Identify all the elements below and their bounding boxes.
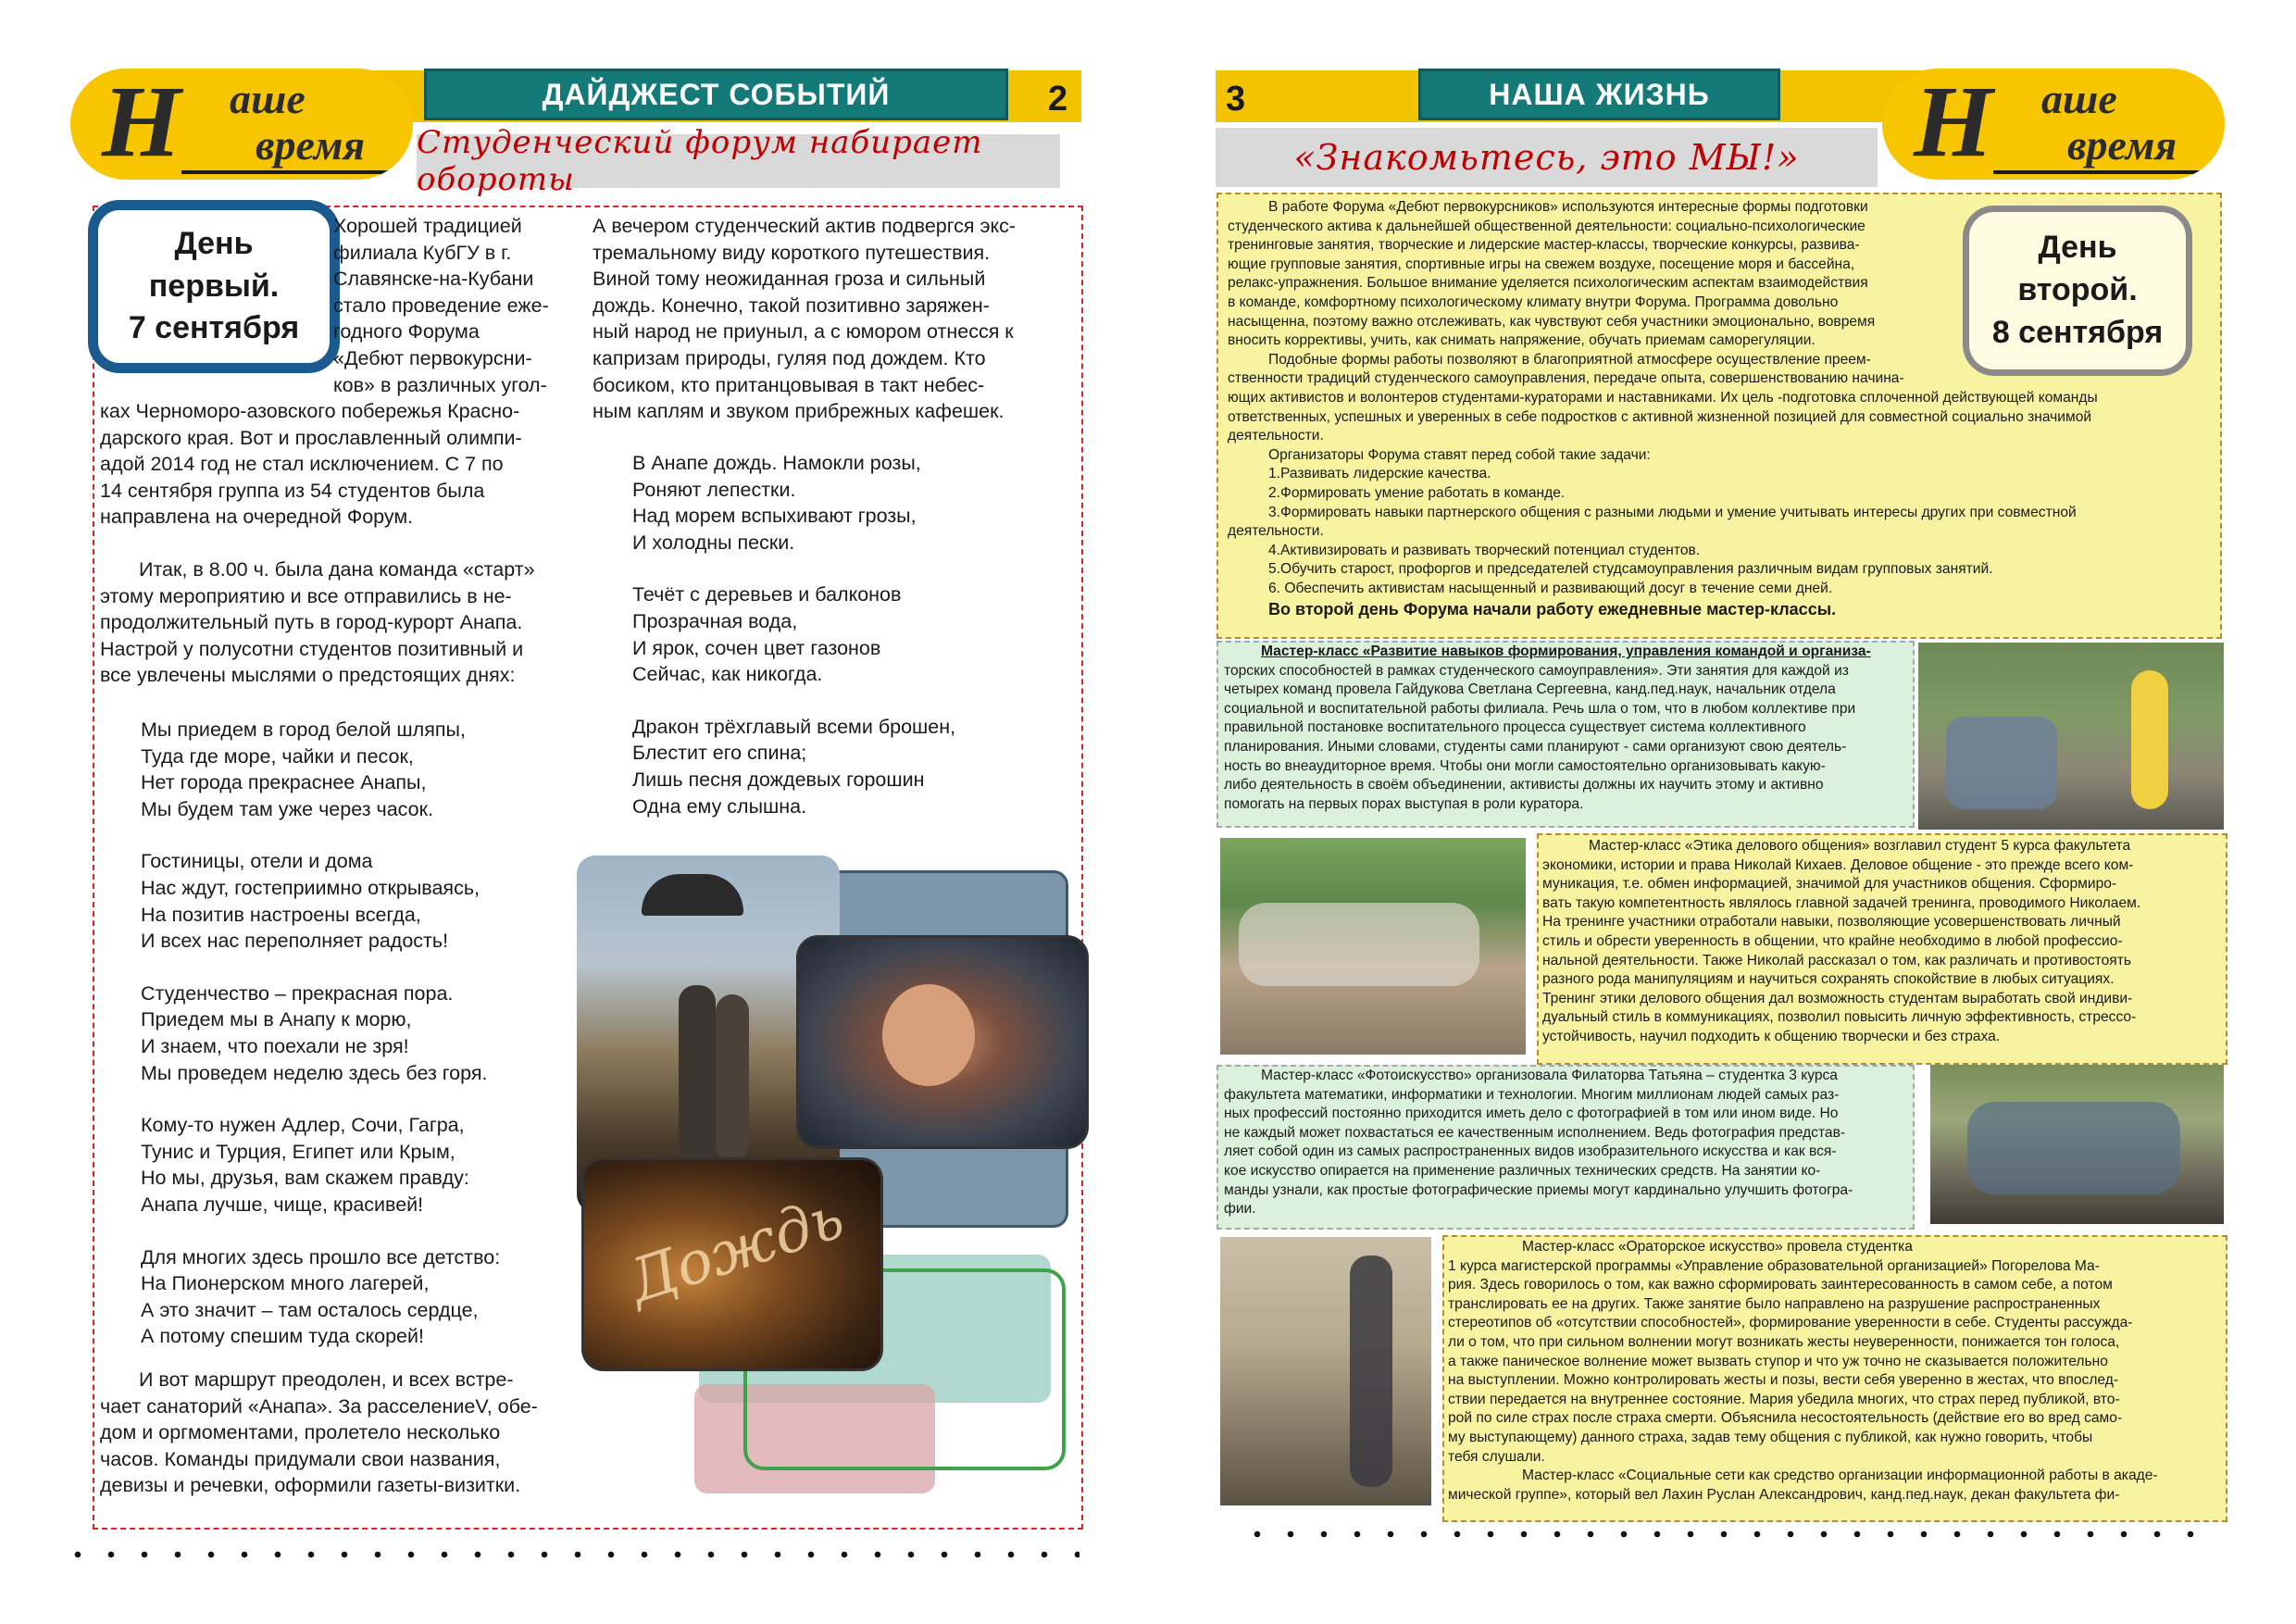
masterclass-2-text	[1542, 837, 2216, 1047]
logo-letter: Н	[102, 69, 181, 178]
text-line: Мастер-класс «Фотоискусство» организовала Филаторва Татьяна – студентка 3 курса	[1261, 1068, 1838, 1083]
text-line: И вот маршрут преодолен, и всех встре-	[139, 1368, 514, 1391]
poem-line: Гостиницы, отели и дома	[141, 850, 373, 873]
text-line: Мастер-класс «Ораторское искусство» провела студентка	[1522, 1239, 1913, 1255]
right-page	[1148, 0, 2296, 1624]
text-line: муникация, т.е. обмен информацией, значимой для участников общения. Сформиро-	[1542, 876, 2117, 893]
poem-line: Одна ему слышна.	[632, 794, 807, 818]
text-line: Хорошей традицией	[333, 215, 522, 237]
day-one-box	[88, 200, 340, 373]
text-line: либо деятельность в своём объединении, активисты должны их научить этому и активно	[1224, 777, 1824, 793]
article-column-1	[100, 398, 563, 689]
text-line: Мастер-класс «Этика делового общения» возглавил студент 5 курса факультета	[1589, 838, 2131, 854]
text-line: ляет собой один из самых распространенных видов изобразительного искусства и как вся-	[1224, 1143, 1837, 1160]
day-box-line-3: 7 сентября	[128, 310, 300, 346]
text-line: му выступающему) данного страха, задав тему общения с публикой, как нужно говорить, чтобы	[1448, 1429, 2093, 1445]
text-line: продолжительный путь в город-курорт Анапа.	[100, 611, 523, 634]
poem-line: И всех нас переполняет радость!	[141, 930, 449, 953]
text-line: дождь. Конечно, такой позитивно заряжен-	[593, 294, 990, 317]
text-line: вносить коррективы, учить, как снимать напряжение, обучать приемам саморегуляции.	[1228, 332, 1816, 349]
poem-line: Мы приедем в город белой шляпы,	[141, 718, 466, 741]
text-line: в команде, комфортному психологическому климату внутри Форума. Программа довольно	[1228, 294, 1839, 310]
masterclass-3-text	[1224, 1067, 1905, 1219]
text-line: рой по силе страх после страха смерти. Объяснила несостоятельность (действие его во вред само-	[1448, 1410, 2123, 1427]
dotted-divider-left	[61, 1550, 1079, 1559]
poem-line: И ярок, сочен цвет газонов	[632, 636, 881, 659]
text-line: Подобные формы работы позволяют в благоприятной атмосфере осуществление преем-	[1268, 351, 1871, 368]
poem-line: Нет города прекраснее Анапы,	[141, 771, 427, 794]
poem-line: Дракон трёхглавый всеми брошен,	[632, 715, 956, 738]
logo-underline	[1993, 170, 2202, 174]
text-line: босиком, кто пританцовывая в такт небес-	[593, 373, 985, 396]
page-number-right: 3	[1226, 80, 1246, 119]
text-line: социальной и воспитательной работы филиала. Речь шла о том, что в любом коллективе при	[1224, 700, 1856, 717]
text-line: годного Форума	[333, 320, 480, 344]
logo-word-top: аше	[2041, 75, 2117, 122]
text-line: стереотипов об «отсутствии способностей», формирование уверенности в себе. Студенты рассужда-	[1448, 1315, 2133, 1331]
text-line: кое искусство опирается на применение различных технических средств. На занятии ко-	[1224, 1162, 1821, 1179]
article-intro	[333, 213, 563, 398]
poem-line: А потому спешим туда скорей!	[141, 1325, 424, 1348]
text-line: направлена на очередной Форум.	[100, 506, 414, 529]
day-two-box	[1963, 206, 2192, 376]
poem-line: И знаем, что поехали не зря!	[141, 1034, 409, 1057]
logo-letter: Н	[1914, 69, 1993, 178]
text-line: экономики, истории и права Николай Кихаев. Деловое общение - это прежде всего ком-	[1542, 856, 2134, 873]
poem-line: Над морем вспыхивают грозы,	[632, 505, 917, 528]
photo-word-rain: Дождь	[620, 1182, 853, 1318]
text-line: Мастер-класс «Социальные сети как средство организации информационной работы в акаде-	[1522, 1468, 2158, 1484]
logo-word-top: аше	[230, 75, 306, 122]
photo-group-outdoors	[1918, 643, 2224, 830]
day-box-line-1: День	[2038, 230, 2117, 266]
text-line: стало проведение еже-	[333, 294, 549, 317]
text-line: дарского края. Вот и прославленный олимпи-	[100, 426, 522, 449]
text-line: не каждый может похвастаться ее качественным исполнением. Ведь фотография представ-	[1224, 1124, 1846, 1141]
text-line: стиль и обрести уверенность в общении, что крайне необходимо в любой профессио-	[1542, 932, 2123, 949]
text-line: все увлечены мыслями о предстоящих днях:	[100, 664, 516, 687]
poem-line: Блестит его спина;	[632, 742, 807, 765]
article-final-paragraph	[100, 1367, 563, 1499]
text-line: ответственных, успешных и уверенных в себе подростков с активной жизненной позицией для совместной социально значимой	[1228, 408, 2092, 425]
dotted-divider-right	[1241, 1530, 2213, 1539]
left-subtitle: Студенческий форум набирает обороты	[417, 134, 1060, 188]
text-line: рия. Здесь говорилось о том, как важно сформировать заинтересованность в самом себе, а потом	[1448, 1277, 2113, 1293]
logo-word-bottom: время	[2067, 121, 2177, 169]
text-line: ственности традиций студенческого самоуправления, передаче опыта, совершенствованию начина-	[1228, 370, 1904, 387]
poem-line: В Анапе дождь. Намокли розы,	[632, 452, 921, 474]
poem-line: Мы проведем неделю здесь без горя.	[141, 1061, 488, 1084]
poem-line: Роняют лепестки.	[632, 478, 796, 501]
poem-rain	[632, 450, 1040, 819]
text-line: разного рода манипуляциям и научиться сохранять спокойствие в любых ситуациях.	[1542, 971, 2115, 988]
text-line: фии.	[1224, 1201, 1256, 1218]
text-line: ность во внеаудиторное время. Чтобы они могли самостоятельно организовывать какую-	[1224, 757, 1826, 774]
text-line: часов. Команды придумали свои названия,	[100, 1447, 501, 1470]
poem-anapa	[141, 717, 567, 1350]
text-line: на выступлении. Можно контролировать жесты и позы, вести себя уверенно в жестах, что впослед-	[1448, 1372, 2119, 1389]
poem-line: На позитив настроены всегда,	[141, 903, 421, 926]
poem-line: Прозрачная вода,	[632, 609, 798, 632]
text-line: а также паническое волнение может вызвать ступор и что уж точно не сказывается положительно	[1448, 1353, 2108, 1369]
text-line: ках Черноморо-азовского побережья Красно-	[100, 400, 520, 422]
text-line: 1 курса магистерской программы «Управление образовательной организацией» Погорелова Ма-	[1448, 1257, 2100, 1274]
right-subtitle: «Знакомьтесь, это МЫ!»	[1216, 128, 1878, 187]
text-line: Мастер-класс «Развитие навыков формирования, управления командой и организа-	[1261, 643, 1871, 659]
text-line: транслировать ее на других. Также занятие было направлено на разрушение распространенных	[1448, 1295, 2101, 1312]
text-line: ющие групповые занятия, спортивные игры на свежем воздухе, посещение моря и бассейна,	[1228, 256, 1855, 272]
text-line: В работе Форума «Дебют первокурсников» используются интересные формы подготовки	[1268, 199, 1868, 215]
text-line: На тренинге участники отработали навыки, позволяющие усовершенствовать личный	[1542, 914, 2121, 931]
poem-line: Приедем мы в Анапу к морю,	[141, 1008, 412, 1031]
text-line: релакс-упражнения. Большое внимание уделяется психологическим аспектам взаимодействия	[1228, 275, 1868, 292]
text-line: деятельности.	[1228, 523, 1324, 540]
text-line: устойчивость, научил подходить к общению творчески и без страха.	[1542, 1028, 2001, 1044]
text-line: Тренинг этики делового общения дал возможность студентам выработать свой индиви-	[1542, 990, 2133, 1006]
text-line: тебя слушали.	[1448, 1448, 1545, 1465]
poem-line: Лишь песня дождевых горошин	[632, 768, 925, 791]
text-line: 1.Развивать лидерские качества.	[1268, 466, 1491, 482]
text-line: торских способностей в рамках студенческого самоуправления». Эти занятия для каждой из	[1224, 662, 1849, 679]
text-line: ных профессий постоянно приходится иметь дело с фотографией в том или ином виде. Но	[1224, 1106, 1839, 1122]
masterclass-4-text	[1448, 1238, 2218, 1505]
text-line: 14 сентября группа из 54 студентов была	[100, 479, 485, 502]
text-line: правильной постановке воспитательного процесса существует система коллективного	[1224, 719, 1806, 736]
text-line: Виной тому неожиданная гроза и сильный	[593, 268, 986, 291]
text-line: Организаторы Форума ставят перед собой такие задачи:	[1268, 446, 1651, 463]
text-line: планирования. Иными словами, студенты сами планируют - сами организуют свою деятель-	[1224, 738, 1847, 755]
text-line: 2.Формировать умение работать в команде.	[1268, 484, 1566, 501]
text-line: помогать на первых порах выступая в роли куратора.	[1224, 795, 1584, 812]
poem-line: Туда где море, чайки и песок,	[141, 744, 414, 768]
poem-line: На Пионерском много лагерей,	[141, 1272, 430, 1295]
text-line: Славянске-на-Кубани	[333, 268, 534, 291]
text-line: манды узнали, как простые фотографические приемы могут кардинально улучшить фотогра-	[1224, 1181, 1853, 1198]
photo-students-sitting	[1220, 838, 1526, 1055]
text-line: насыщенна, поэтому важно отслеживать, как чувствуют себя участники эмоционально, вовремя	[1228, 313, 1876, 330]
text-line: студенческого актива к дальнейшей общественной деятельности: социально-психологические	[1228, 218, 1866, 234]
text-line: ствии передается на внутреннее состояние. Мария убедила многих, что страх перед публикой, вто-	[1448, 1391, 2120, 1407]
day-box-line-2: первый.	[148, 268, 280, 304]
poem-line: Течёт с деревьев и балконов	[632, 583, 902, 606]
poem-line: Нас ждут, гостеприимно открываясь,	[141, 876, 480, 899]
text-line: Настрой у полусотни студентов позитивный и	[100, 637, 524, 660]
text-line: факультета математики, информатики и технологии. Многим миллионам людей самых раз-	[1224, 1086, 1840, 1103]
poem-line: Но мы, друзья, вам скажем правду:	[141, 1167, 469, 1190]
masterclass-1-text	[1224, 643, 1905, 814]
photo-speaker-girl	[1220, 1237, 1431, 1505]
text-line: А вечером студенческий актив подвергся экс-	[593, 215, 1017, 237]
text-line: ющих активистов и волонтеров студентами-кураторами и наставниками. Их цель -подготовка сплоченной действующей команды	[1228, 389, 2098, 406]
photo-rain-window	[581, 1157, 883, 1371]
intro-bold-line: Во второй день Форума начали работу ежедневные мастер-классы.	[1268, 600, 1837, 619]
text-line: чает санаторий «Анапа». За расселениеV, обе-	[100, 1394, 538, 1418]
text-line: тренинговые занятия, творческие и лидерские мастер-классы, творческие конкурсы, развива-	[1228, 237, 1860, 254]
text-line: дом и оргмоментами, пролетело несколько	[100, 1421, 501, 1444]
day-box-line-2: второй.	[2017, 272, 2138, 308]
page-number-left: 2	[1048, 80, 1068, 119]
newspaper-logo-right	[1882, 69, 2225, 180]
text-line: 3.Формировать навыки партнерского общения с разными людьми и умение учитывать интересы других при совместной	[1268, 504, 2077, 520]
poem-line: Студенчество – прекрасная пора.	[141, 981, 454, 1005]
left-section-title: ДАЙДЖЕСТ СОБЫТИЙ	[424, 69, 1008, 120]
poem-line: Сейчас, как никогда.	[632, 663, 823, 686]
text-line: Итак, в 8.00 ч. была дана команда «старт»	[139, 557, 535, 581]
text-line: тремальному виду короткого путешествия.	[593, 241, 991, 264]
poem-line: Тунис и Турция, Египет или Крым,	[141, 1140, 455, 1163]
text-line: вать такую компетентность являлось главной задачей тренинга, проводимого Николаем.	[1542, 894, 2141, 911]
day-box-line-3: 8 сентября	[1991, 314, 2164, 350]
text-line: 4.Активизировать и развивать творческий потенциал студентов.	[1268, 542, 1701, 558]
text-line: этому мероприятию и все отправились в не-	[100, 584, 512, 607]
text-line: девизы и речевки, оформили газеты-визитки.	[100, 1474, 521, 1497]
photo-girl-in-rain	[796, 935, 1089, 1149]
text-line: адой 2014 год не стал исключением. С 7 по	[100, 453, 504, 476]
photo-students-bench	[1930, 1065, 2224, 1224]
poem-line: Кому-то нужен Адлер, Сочи, Гагра,	[141, 1114, 465, 1137]
article-column-2	[593, 213, 1055, 425]
text-line: четырех команд провела Гайдукова Светлана Сергеевна, канд.пед.наук, начальник отдела	[1224, 681, 1836, 698]
newspaper-logo-left	[70, 69, 413, 180]
poem-line: И холодны пески.	[632, 531, 795, 554]
day-box-line-1: День	[174, 225, 254, 261]
text-line: филиала КубГУ в г.	[333, 241, 512, 264]
text-line: ный народ не приуныл, а с юмором отнесся к	[593, 320, 1014, 344]
text-line: дуальный стиль в коммуникациях, позволил повысить личную эффективность, стрессо-	[1542, 1009, 2137, 1026]
text-line: нальной деятельности. Также Николай рассказал о том, как различать и противостоять	[1542, 952, 2132, 968]
text-line: ков» в различных угол-	[333, 373, 547, 396]
text-line: капризам природы, гуляя под дождем. Кто	[593, 346, 986, 369]
text-line: «Дебют первокурсни-	[333, 346, 532, 369]
text-line: деятельности.	[1228, 428, 1324, 444]
logo-underline	[181, 170, 390, 174]
text-line: ным каплям и звуком прибрежных кафешек.	[593, 400, 1004, 423]
text-line: мической группе», который вел Лахин Руслан Александрович, канд.пед.наук, декан факультета фи-	[1448, 1486, 2120, 1503]
poem-line: А это значит – там осталось сердце,	[141, 1298, 479, 1321]
logo-word-bottom: время	[256, 121, 366, 169]
right-section-title: НАША ЖИЗНЬ	[1418, 69, 1780, 120]
poem-line: Для многих здесь прошло все детство:	[141, 1245, 501, 1268]
text-line: 6. Обеспечить активистам насыщенный и развивающий досуг в течение семи дней.	[1268, 580, 1833, 596]
poem-line: Анапа лучше, чище, красивей!	[141, 1193, 424, 1216]
text-line: ли о том, что при сильном волнении могут возникать жесты неуверенности, понижается тон голоса,	[1448, 1333, 2120, 1350]
text-line: 5.Обучить старост, профоргов и председателей студсамоуправления различным видам групповых занятий.	[1268, 561, 1993, 578]
poem-line: Мы будем там уже через часок.	[141, 797, 434, 820]
